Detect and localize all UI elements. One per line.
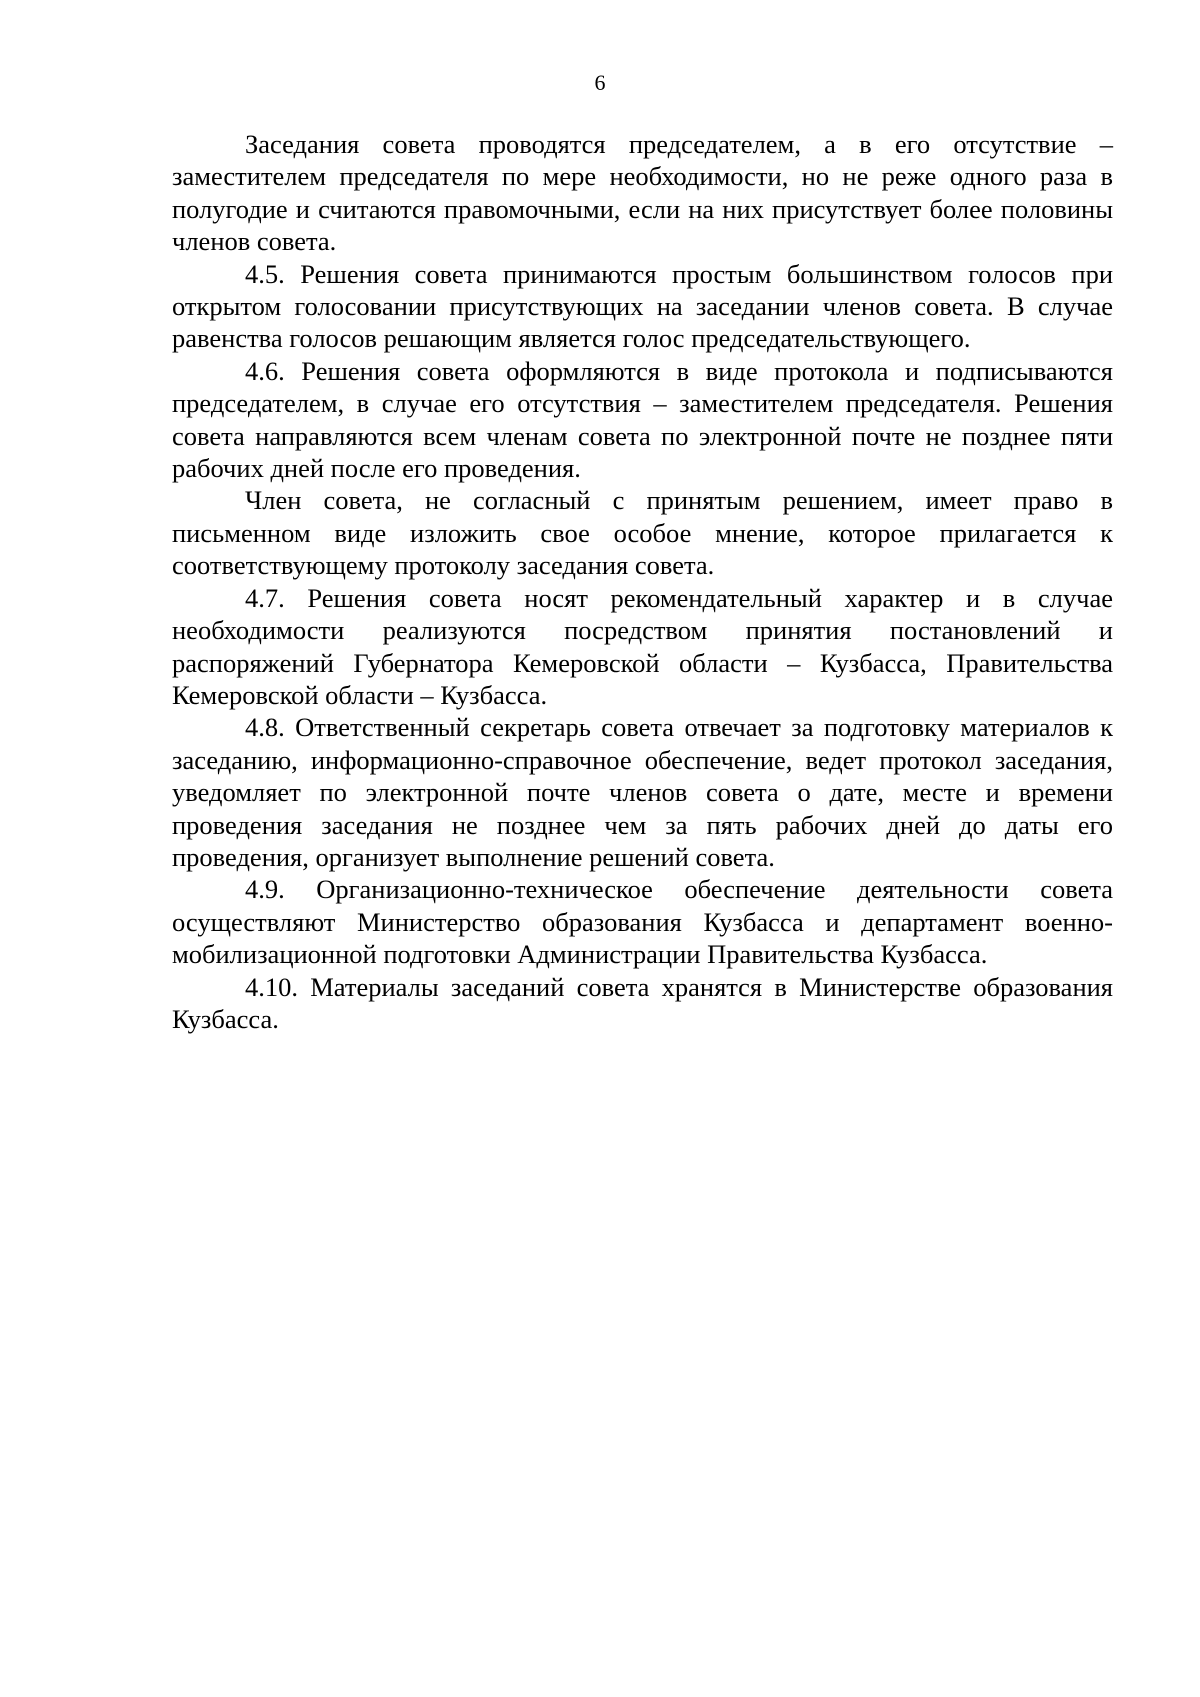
paragraph-dissent: Член совета, не согласный с принятым решением, имеет право в письменном виде изложить свое особое мнение, которое прилагается к соответствующему протоколу заседания совета. <box>172 485 1113 581</box>
paragraph-meetings: Заседания совета проводятся председателем, а в его отсутствие – заместителем председателя по мере необходимости, но не реже одного раза в полугодие и считаются правомочными, если на них присутствует более половины членов совета. <box>172 129 1113 257</box>
paragraph-4-8: 4.8. Ответственный секретарь совета отвечает за подготовку материалов к заседанию, информационно-справочное обеспечение, ведет протокол заседания, уведомляет по электронной почте членов совета о дате, месте и времени проведения заседания не позднее чем за пять рабочих дней до даты его проведения, организует выполнение решений совета. <box>172 712 1113 872</box>
paragraph-4-10: 4.10. Материалы заседаний совета хранятся в Министерстве образования Кузбасса. <box>172 971 1113 1034</box>
paragraph-4-7: 4.7. Решения совета носят рекомендательный характер и в случае необходимости реализуются посредством принятия постановлений и распоряжений Губернатора Кемеровской области – Кузбасса, Правительства Кемеровской области – Кузбасса. <box>172 582 1113 710</box>
paragraph-4-6: 4.6. Решения совета оформляются в виде протокола и подписываются председателем, в случае его отсутствия – заместителем председателя. Решения совета направляются всем членам совета по электронной почте не позднее пяти рабочих дней после его проведения. <box>172 355 1113 484</box>
paragraph-4-9: 4.9. Организационно-техническое обеспечение деятельности совета осуществляют Министерство образования Кузбасса и департамент военно-мобилизационной подготовки Администрации Правительства Кузбасса. <box>172 874 1113 970</box>
document-body <box>172 128 1113 1035</box>
paragraph-4-5: 4.5. Решения совета принимаются простым большинством голосов при открытом голосовании присутствующих на заседании членов совета. В случае равенства голосов решающим является голос председательствующего. <box>172 258 1113 354</box>
page-number: 6 <box>594 70 606 95</box>
